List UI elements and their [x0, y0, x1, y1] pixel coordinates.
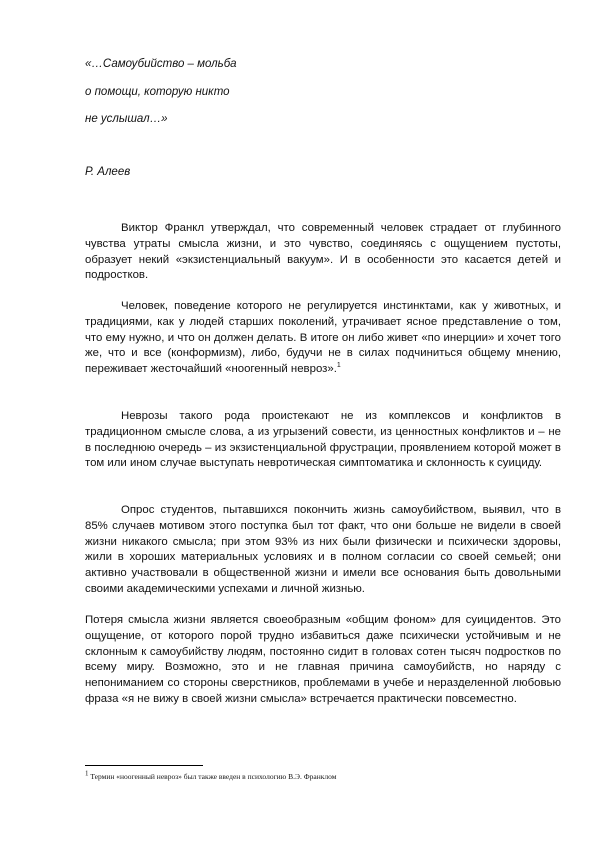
paragraph-4: Опрос студентов, пытавшихся покончить жизнь самоубийством, выявил, что в 85% случаев мотивом этого поступка был тот факт, что они больше не видели в своей жизни никакого смысла; при этом 93% из них были физически и психически здоровы, жили в хороших материальных условиях и в полном согласии со своей семьей; они активно участвовали в общественной жизни и имели все основания быть довольными своими академическими успехами и личной жизнью.	[85, 504, 561, 595]
footnote	[85, 769, 337, 781]
paragraph-5: Потеря смысла жизни является своеобразным «общим фоном» для суицидентов. Это ощущение, от которого порой трудно избавиться даже психически устойчивым и не склонным к самоубийству людям, постоянно сидит в головах сотен тысяч подростков по всему миру. Возможно, это и не главная причина самоубийств, но наряду с непониманием со стороны сверстников, проблемами в учебе и неразделенной любовью фраза «я не вижу в своей жизни смысла» встречается практически повсеместно.	[85, 614, 561, 705]
paragraph-2-text: Человек, поведение которого не регулируется инстинктами, как у животных, и традициями, как у людей старших поколений, утрачивает ясное представление о том, что ему нужно, и что он должен делать. В итоге он либо живет «по инерции» и хочет того же, что и все (конформизм), либо, будучи не в силах подчиниться общему мнению, переживает жесточайший «ноогенный невроз».	[85, 300, 561, 376]
paragraph-3: Неврозы такого рода проистекают не из комплексов и конфликтов в традиционном смысле слова, а из угрызений совести, из ценностных конфликтов и – не в последнюю очередь – из экзистенциальной фрустрации, проявлением которой может в том или ином случае выступать невротическая симптоматика и склонность к суициду.	[85, 410, 561, 470]
epigraph-line-2: о помощи, которую никто	[85, 86, 230, 98]
paragraph-2	[85, 299, 561, 378]
epigraph-author: Р. Алеев	[85, 166, 131, 178]
footnote-number: 1	[85, 769, 89, 778]
footnote-reference: 1	[336, 362, 341, 370]
footnote-divider	[85, 765, 203, 766]
footnote-text: Термин «ноогенный невроз» был также введен в психологию В.Э. Франклом	[90, 772, 337, 781]
epigraph-line-3: не услышал…»	[85, 113, 168, 125]
epigraph-line-1: «…Самоубийство – мольба	[85, 58, 237, 70]
paragraph-1: Виктор Франкл утверждал, что современный человек страдает от глубинного чувства утраты смысла жизни, и это чувство, соединяясь с ощущением пустоты, образует некий «экзистенциальный вакуум». И в особенности это касается детей и подростков.	[85, 222, 561, 282]
